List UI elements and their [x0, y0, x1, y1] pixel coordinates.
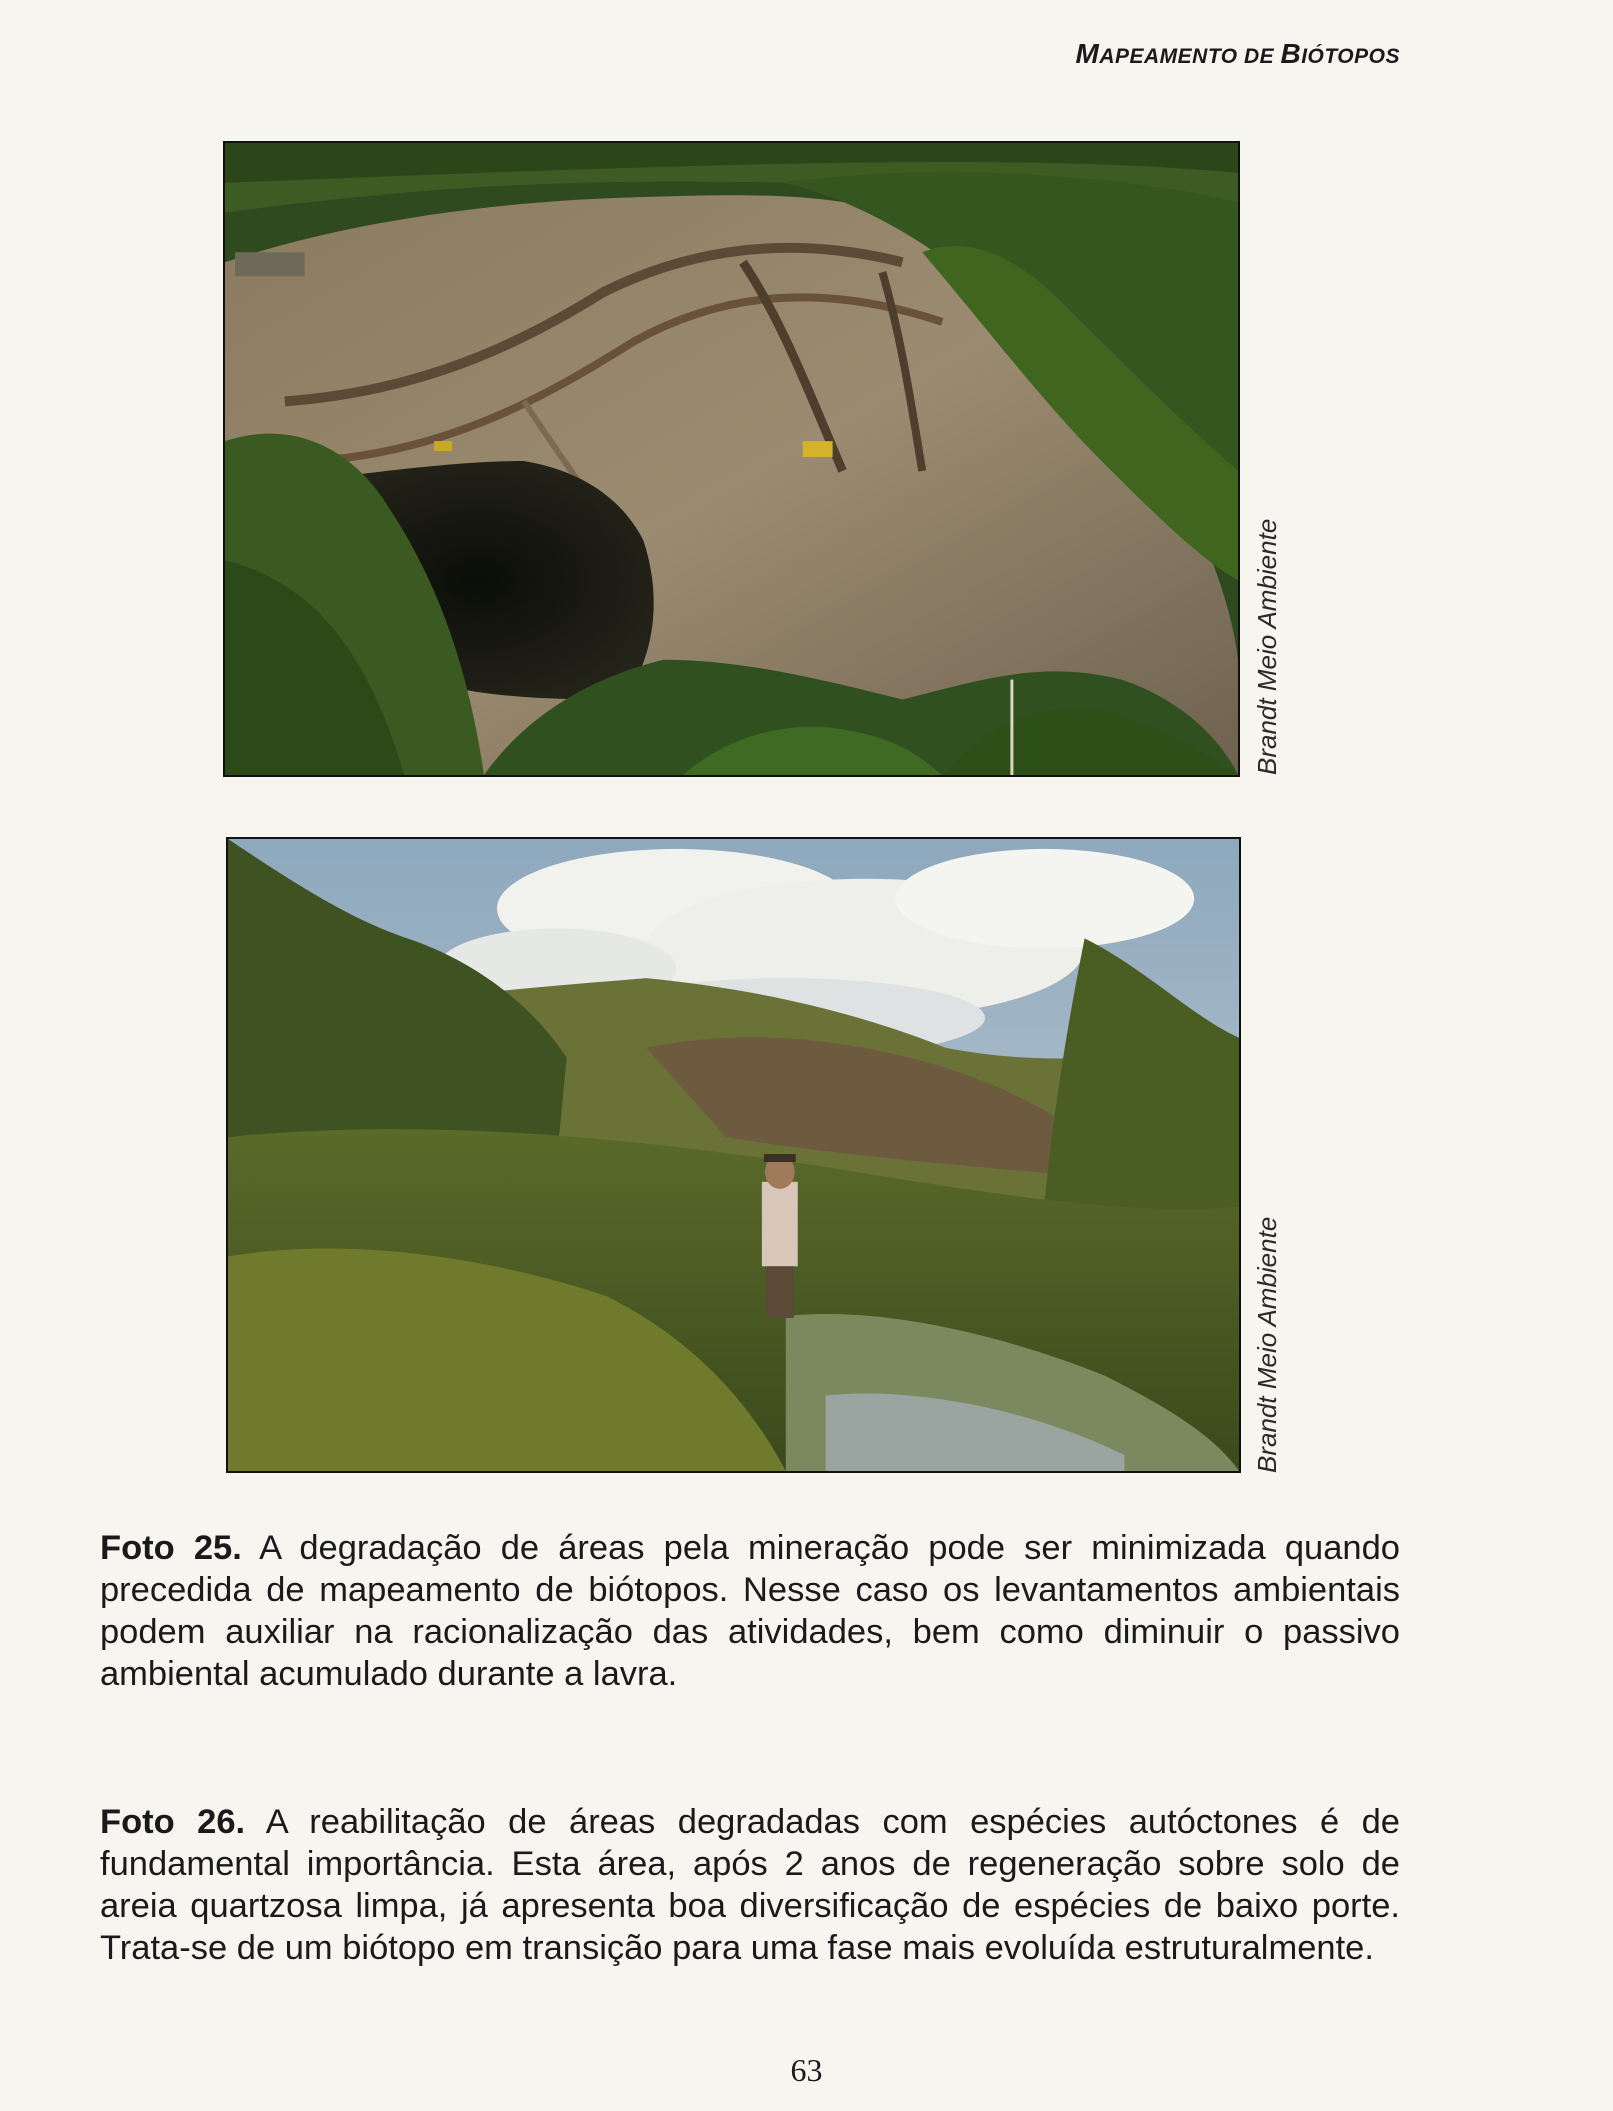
caption-label: Foto 26.: [100, 1803, 246, 1841]
header-rest-1: APEAMENTO DE: [1099, 45, 1281, 68]
page-number: 63: [790, 2052, 823, 2088]
caption-photo-25: [100, 1527, 1400, 1695]
header-rest-2: IÓTOPOS: [1301, 45, 1400, 68]
caption-photo-26: [100, 1801, 1400, 1969]
running-header: [1000, 38, 1400, 70]
photo-credit: Brandt Meio Ambiente: [1252, 518, 1282, 775]
header-cap-b: B: [1280, 38, 1302, 69]
rehabilitated-area-illustration: [228, 839, 1239, 1471]
caption-text: A degradação de áreas pela mineração pode ser minimizada quando precedida de mapeamento de biótopos. Nesse caso os levantamentos ambientais podem auxiliar na racionalização das atividades, bem como diminuir o passivo ambiental acumulado durante a lavra.: [100, 1529, 1400, 1693]
photo-credit: Brandt Meio Ambiente: [1252, 1216, 1282, 1473]
caption-label: Foto 25.: [100, 1529, 242, 1567]
photo-rehabilitated-area: [226, 837, 1241, 1473]
header-cap-m: M: [1075, 38, 1100, 69]
mining-site-illustration: [225, 143, 1238, 775]
caption-text: A reabilitação de áreas degradadas com espécies autóctones é de fundamental importância. Esta área, após 2 anos de regeneração sobre solo de areia quartzosa limpa, já apresenta boa diversificação de espécies de baixo porte. Trata-se de um biótopo em transição para uma fase mais evoluída estruturalmente.: [100, 1803, 1400, 1967]
photo-mining-site: [223, 141, 1240, 777]
